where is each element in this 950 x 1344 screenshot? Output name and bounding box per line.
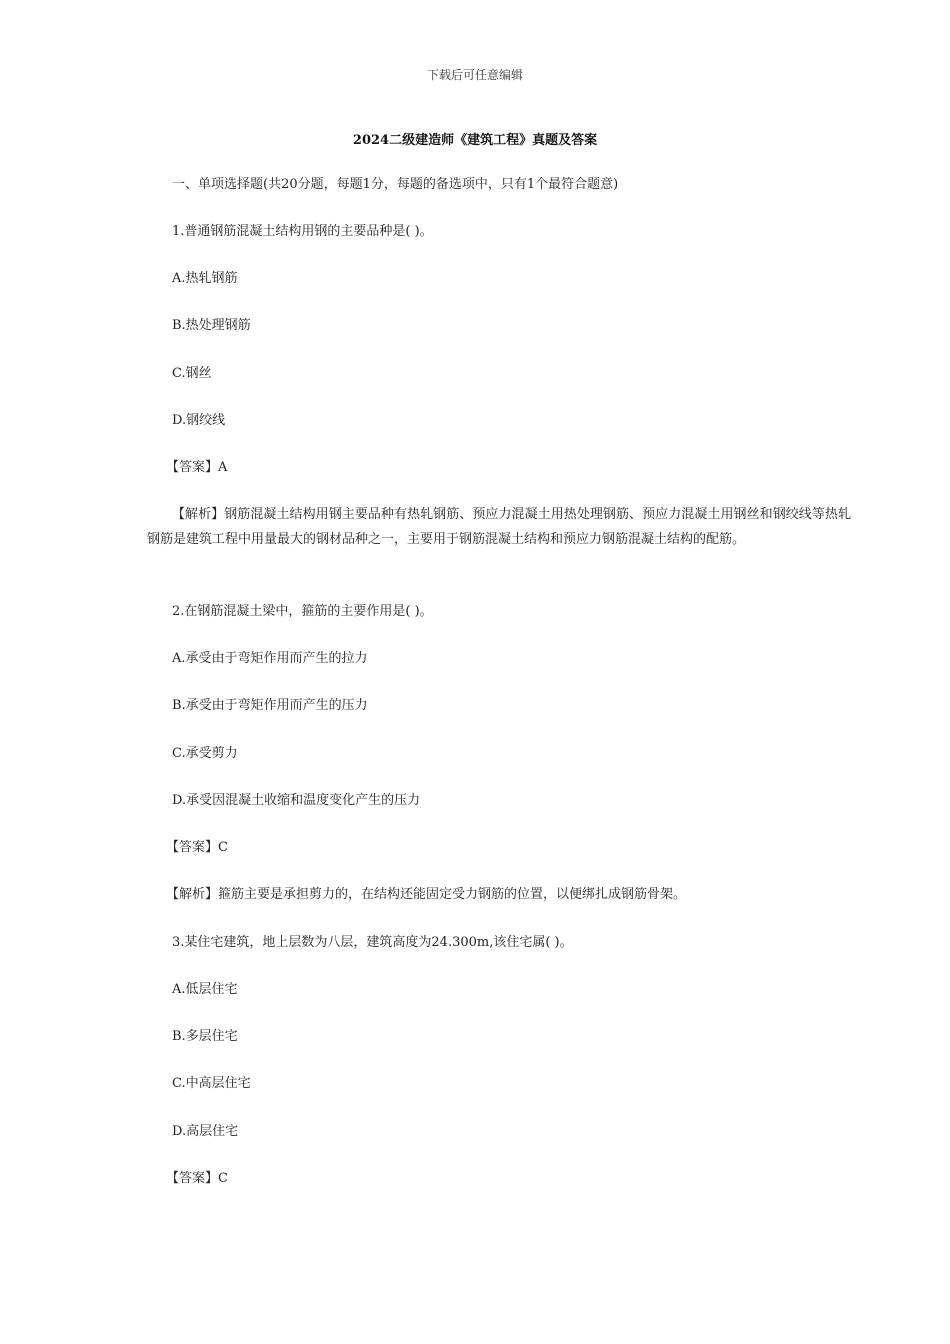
question-2-answer: 【答案】C — [166, 840, 228, 855]
section-heading: 一、单项选择题(共20分题，每题1分，每题的备选项中，只有1个最符合题意) — [172, 177, 619, 192]
question-1-answer: 【答案】A — [166, 460, 228, 475]
question-3-stem: 3.某住宅建筑，地上层数为八层，建筑高度为24.300m,该住宅属( )。 — [172, 935, 573, 950]
question-2-analysis: 【解析】箍筋主要是承担剪力的，在结构还能固定受力钢筋的位置，以便绑扎成钢筋骨架。 — [166, 887, 687, 902]
question-3-answer: 【答案】C — [166, 1171, 228, 1186]
question-1-option-a: A.热轧钢筋 — [172, 271, 238, 286]
question-1-option-d: D.钢绞线 — [172, 413, 226, 428]
question-1-analysis: 【解析】钢筋混凝土结构用钢主要品种有热轧钢筋、预应力混凝土用热处理钢筋、预应力混凝土用钢丝和钢绞线等热轧钢筋是建筑工程中用量最大的钢材品种之一，主要用于钢筋混凝土结构和预应力钢筋混凝土结构的配筋。 — [147, 507, 851, 547]
question-3-option-d: D.高层住宅 — [172, 1124, 239, 1139]
question-1-stem: 1.普通钢筋混凝土结构用钢的主要品种是( )。 — [172, 224, 433, 239]
question-3-option-b: B.多层住宅 — [172, 1029, 238, 1044]
question-2-option-d: D.承受因混凝土收缩和温度变化产生的压力 — [172, 793, 421, 808]
question-3-option-c: C.中高层住宅 — [172, 1076, 251, 1091]
question-3-option-a: A.低层住宅 — [172, 982, 238, 997]
question-1-option-b: B.热处理钢筋 — [172, 318, 251, 333]
question-2-option-c: C.承受剪力 — [172, 746, 238, 761]
header-note: 下载后可任意编辑 — [426, 68, 523, 82]
question-1-option-c: C.钢丝 — [172, 366, 212, 381]
document-title: 2024二级建造师《建筑工程》真题及答案 — [352, 133, 598, 148]
question-2-stem: 2.在钢筋混凝土梁中，箍筋的主要作用是( )。 — [172, 604, 433, 619]
question-2-option-a: A.承受由于弯矩作用而产生的拉力 — [172, 651, 368, 666]
question-2-option-b: B.承受由于弯矩作用而产生的压力 — [172, 698, 368, 713]
